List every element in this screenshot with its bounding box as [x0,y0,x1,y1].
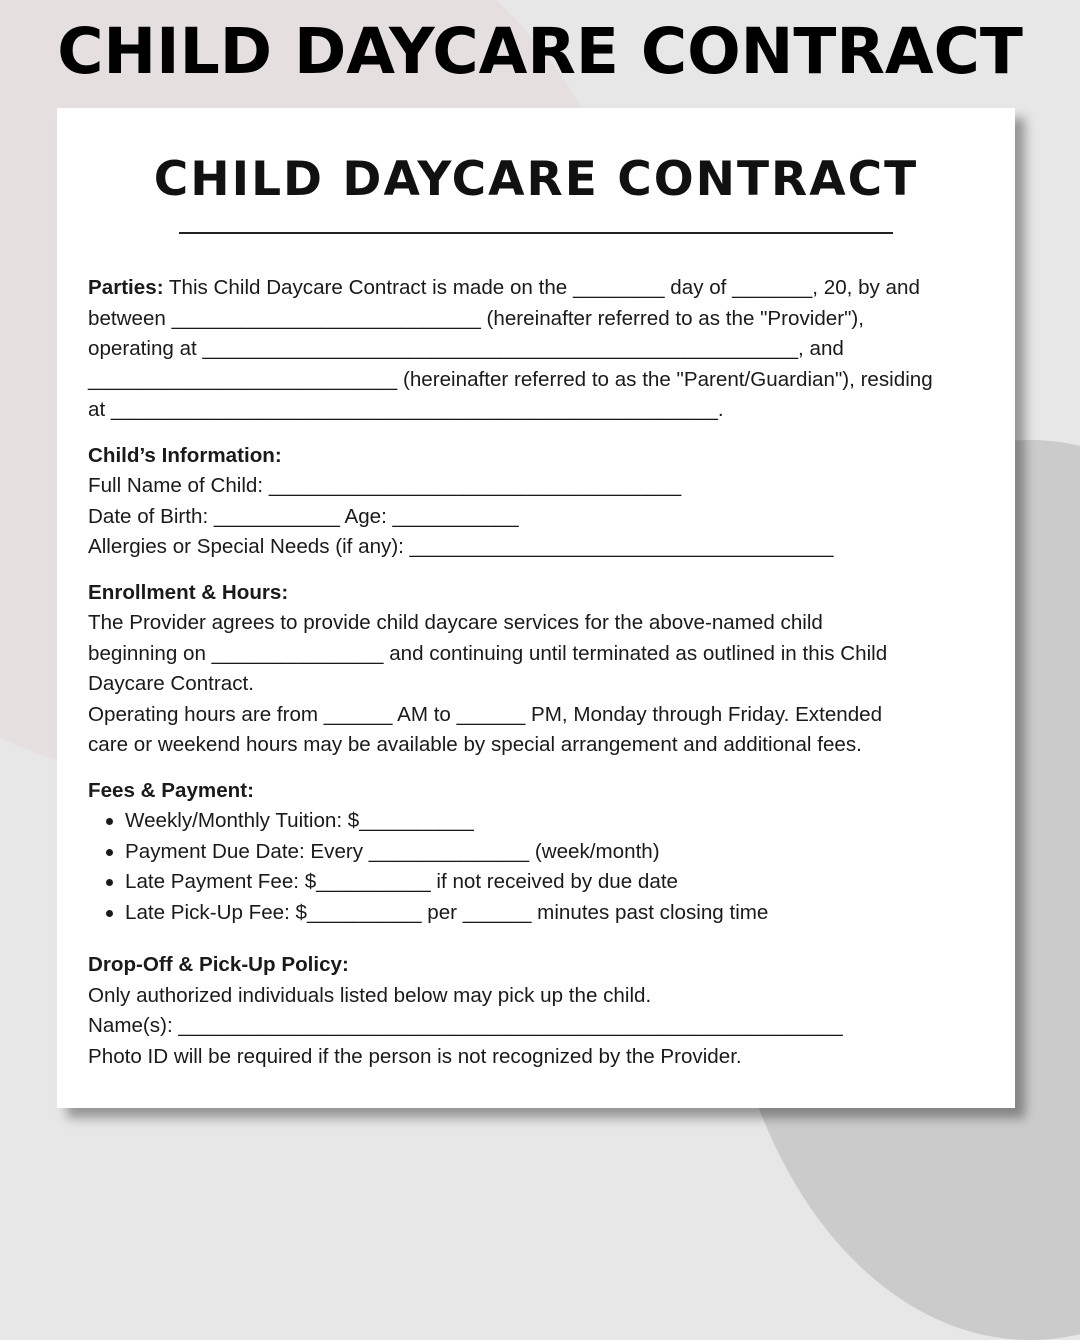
banner-title: CHILD DAYCARE CONTRACT [57,15,1023,88]
document-body [88,273,988,1087]
fees-item-late-pickup: Late Pick-Up Fee: $__________ per ______ minutes past closing time [104,898,988,929]
parties-heading: Parties: [88,276,164,299]
child-info-heading: Child’s Information: [88,443,282,467]
parties-line-3: operating at ____________________________________________________, and [88,337,844,360]
fees-section [88,776,988,929]
child-info-section [88,441,988,563]
dropoff-line-3: Photo ID will be required if the person is not recognized by the Provider. [88,1044,742,1068]
parties-line-5: at _____________________________________________________. [88,398,724,421]
child-allergies-line: Allergies or Special Needs (if any): _____________________________________ [88,535,834,558]
dropoff-heading: Drop-Off & Pick-Up Policy: [88,953,349,976]
dropoff-line-1: Only authorized individuals listed below may pick up the child. [88,983,652,1007]
enrollment-line-5: care or weekend hours may be available by special arrangement and additional fees. [88,733,862,756]
contract-sheet [57,108,1015,1108]
parties-section [88,273,988,426]
child-name-line: Full Name of Child: ____________________________________ [88,474,682,497]
title-divider [179,232,893,234]
dropoff-line-2: Name(s): __________________________________________________________ [88,1014,843,1037]
fees-item-tuition: Weekly/Monthly Tuition: $__________ [104,806,988,837]
dropoff-section [88,950,988,1072]
enrollment-line-3: Daycare Contract. [88,672,254,695]
fees-list [88,806,988,928]
enrollment-heading: Enrollment & Hours: [88,580,289,604]
enrollment-line-4: Operating hours are from ______ AM to ______ PM, Monday through Friday. Extended [88,702,883,726]
parties-line-2: between ___________________________ (hereinafter referred to as the "Provider"), [88,306,865,330]
fees-heading: Fees & Payment: [88,778,254,802]
document-title: CHILD DAYCARE CONTRACT [153,152,919,207]
enrollment-line-1: The Provider agrees to provide child daycare services for the above-named child [88,611,823,634]
parties-text-1: This Child Daycare Contract is made on the ________ day of _______, 20, by and [163,276,920,299]
fees-item-due-date: Payment Due Date: Every ______________ (week/month) [104,837,988,868]
child-dob-age-line: Date of Birth: ___________ Age: ___________ [88,504,519,528]
fees-item-late-payment: Late Payment Fee: $__________ if not received by due date [104,867,988,898]
enrollment-section [88,578,988,761]
parties-line-1 [88,273,988,304]
enrollment-line-2: beginning on _______________ and continuing until terminated as outlined in this Child [88,641,888,665]
parties-line-4: ___________________________ (hereinafter referred to as the "Parent/Guardian"), residing [88,367,933,391]
